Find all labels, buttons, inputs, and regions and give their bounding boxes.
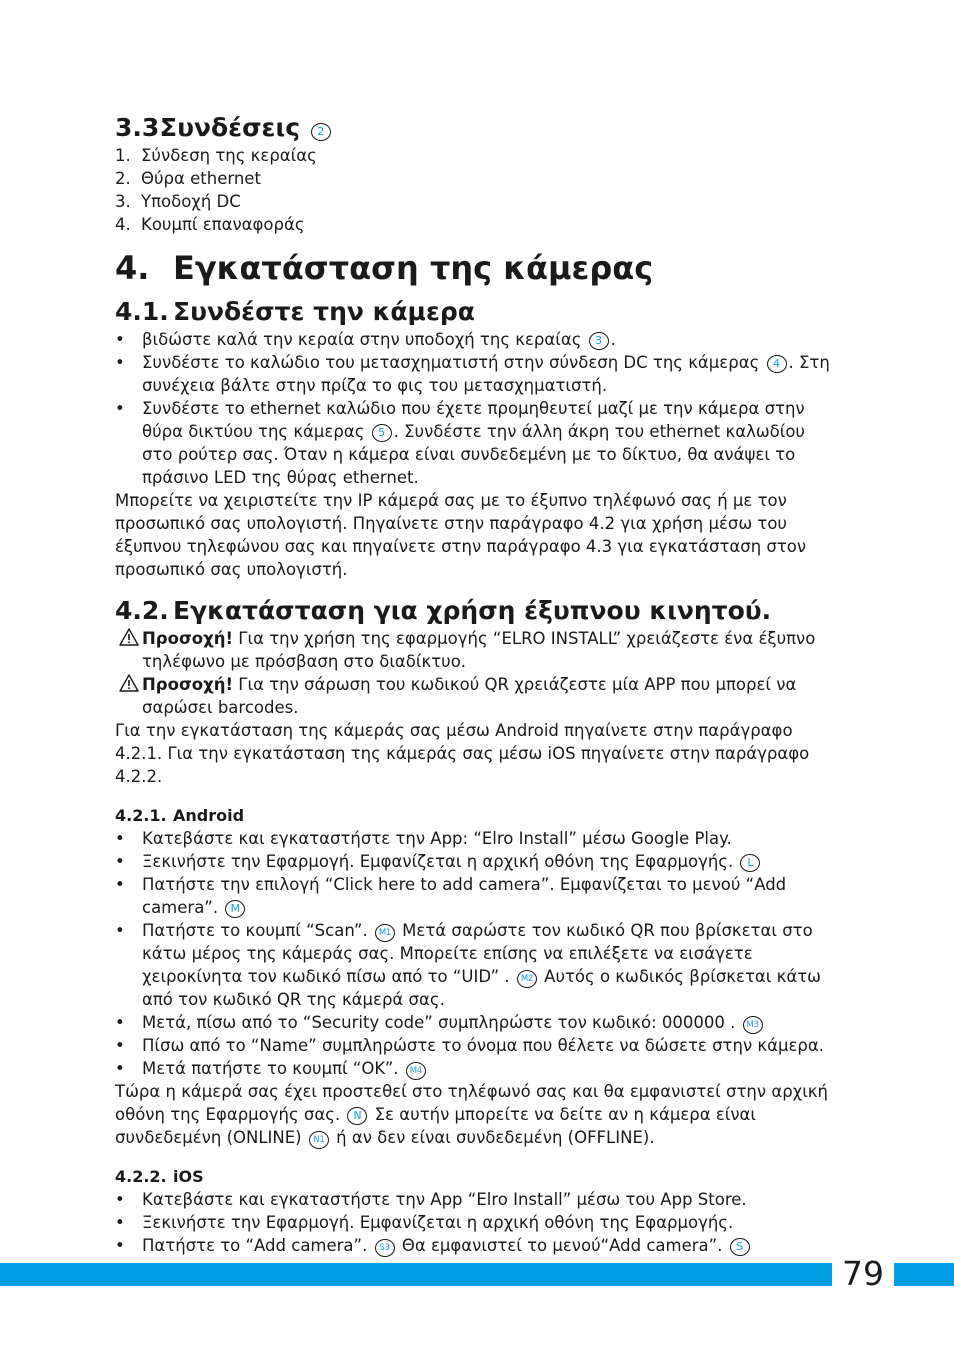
item-text: Σύνδεση της κεραίας [141,146,317,165]
item-text: Πατήστε το κουμπί “Scan”. [142,921,373,940]
item-text: Πατήστε το “Add camera”. [142,1236,373,1255]
callout-badge: M1 [375,924,395,942]
item-text: Θύρα ethernet [141,169,261,188]
callout-badge: S3 [375,1239,395,1257]
subsection-heading-4-2-1 [115,804,835,827]
connections-list [115,144,835,236]
paragraph-text: ή αν δεν είναι συνδεδεμένη (OFFLINE). [330,1128,655,1147]
callout-badge: S [730,1238,750,1256]
callout-badge: 3 [589,332,609,350]
list-item [115,144,835,167]
subsection-heading-4-2-2 [115,1165,835,1188]
item-text: Υποδοχή DC [141,192,241,211]
subsection-number: 4.2.1. [115,806,167,825]
section-title: Συνδέσεις [160,113,301,142]
item-text: βιδώστε καλά την κεραία στην υποδοχή της κεραίας [142,330,587,349]
item-text: Ξεκινήστε την Εφαρμογή. Εμφανίζεται η αρχική οθόνη της Εφαρμογής. [142,852,739,871]
list-item [115,850,835,873]
warning-note [115,627,835,673]
callout-badge: M [225,900,245,918]
subsection-title: Android [173,806,245,825]
list-item [115,919,835,1011]
item-text: Αυτός ο κωδικός βρίσκεται κάτω από τον κωδικό QR της κάμερά σας. [142,967,821,1009]
page-number: 79 [842,1254,884,1293]
footer-bar [0,1263,954,1286]
item-text: Κουμπί επαναφοράς [141,215,305,234]
section-title: Συνδέστε την κάμερα [173,297,475,326]
item-text: Μετά, πίσω από το “Security code” συμπληρώστε τον κωδικό: 000000 . [142,1013,741,1032]
list-item [115,1188,835,1211]
list-item [115,167,835,190]
item-number: 3. [115,192,131,211]
subsection-title: iOS [173,1167,204,1186]
item-text: Πατήστε την επιλογή “Click here to add camera”. Εμφανίζεται το μενού “Add camera”. [142,875,787,917]
item-number: 2. [115,169,131,188]
chapter-number: 4. [115,249,150,287]
callout-badge: 2 [311,123,331,141]
paragraph: Μπορείτε να χειριστείτε την IP κάμερά σας με το έξυπνο τηλέφωνό σας ή με τον προσωπικό σας υπολογιστή. Πηγαίνετε στην παράγραφο 4.2 για χρήση μέσω του έξυπνου τηλεφώνου σας και πηγαίνετε στην παράγραφο 4.3 για εγκατάσταση στον προσωπικό σας υπολογιστή. [115,491,807,579]
warning-text: Για την χρήση της εφαρμογής “ELRO INSTALL” χρειάζεστε ένα έξυπνο τηλέφωνο με πρόσβαση στο διαδίκτυο. [142,629,816,671]
ios-steps-list [115,1188,835,1257]
item-text: Ξεκινήστε την Εφαρμογή. Εμφανίζεται η αρχική οθόνη της Εφαρμογής. [142,1213,734,1232]
chapter-title: Εγκατάσταση της κάμερας [173,249,654,287]
item-text: Συνδέστε το καλώδιο του μετασχηματιστή στην σύνδεση DC της κάμερας [142,353,765,372]
callout-badge: 5 [372,424,392,442]
section-number: 4.1. [115,297,169,326]
callout-badge: L [740,854,760,872]
item-text: . Στη συνέχεια βάλτε στην πρίζα το φις του μετασχηματιστή. [142,353,830,395]
warning-icon [119,628,139,646]
warning-label: Προσοχή! [142,629,234,648]
warning-note [115,673,835,719]
section-heading-4-2 [115,595,835,627]
item-text: Μετά σαρώστε τον κωδικό QR που βρίσκεται στο κάτω μέρος της κάμεράς σας. Μπορείτε επίσης να επιλέξετε να εισάγετε χειροκίνητα τον κωδικό πίσω από το “UID” . [142,921,813,986]
list-item [115,328,835,351]
item-text: Κατεβάστε και εγκαταστήστε την App “Elro Install” μέσω του App Store. [142,1190,747,1209]
list-item [115,351,835,397]
paragraph: Για την εγκατάσταση της κάμεράς σας μέσω Android πηγαίνετε στην παράγραφο 4.2.1. Για την εγκατάσταση της κάμεράς σας μέσω iOS πηγαίνετε στην παράγραφο 4.2.2. [115,721,810,786]
warning-icon [119,674,139,692]
item-text: Πίσω από το “Name” συμπληρώστε το όνομα που θέλετε να δώσετε στην κάμερα. [142,1036,825,1055]
callout-badge: M2 [517,970,537,988]
callout-badge: 4 [767,355,787,373]
item-number: 1. [115,146,131,165]
paragraph-text: Τώρα η κάμερά σας έχει προστεθεί στο τηλέφωνό σας και θα εμφανιστεί στην αρχική οθόνη της Εφαρμογής σας. [115,1082,828,1124]
paragraph [115,1080,835,1149]
list-item [115,827,835,850]
list-item [115,213,835,236]
list-item [115,190,835,213]
android-steps-list [115,827,835,1080]
item-number: 4. [115,215,131,234]
callout-badge: M4 [406,1062,426,1080]
chapter-heading-4 [115,248,835,288]
warning-text: Για την σάρωση του κωδικού QR χρειάζεστε μία APP που μπορεί να σαρώσει barcodes. [142,675,797,717]
item-text: Συνδέστε το ethernet καλώδιο που έχετε προμηθευτεί μαζί με την κάμερα στην θύρα δικτύου της κάμερας [142,399,805,441]
warning-label: Προσοχή! [142,675,234,694]
item-text: Μετά πατήστε το κουμπί “OK”. [142,1059,404,1078]
item-text: . Συνδέστε την άλλη άκρη του ethernet καλωδίου στο ρούτερ σας. Όταν η κάμερα είναι συνδεδεμένη με το δίκτυο, θα ανάψει το πράσινο LED της θύρας ethernet. [142,422,805,487]
list-item [115,397,835,489]
section-heading-4-1 [115,296,835,328]
section-number: 3.3. [115,113,169,142]
item-text: Θα εμφανιστεί το μενού“Add camera”. [396,1236,728,1255]
list-item [115,1034,835,1057]
section-title: Εγκατάσταση για χρήση έξυπνου κινητού. [173,596,772,625]
callout-badge: M3 [743,1016,763,1034]
subsection-number: 4.2.2. [115,1167,167,1186]
section-heading-3-3 [115,112,835,144]
list-item [115,873,835,919]
list-item [115,1057,835,1080]
callout-badge: N1 [309,1131,329,1149]
item-text: . [610,330,616,349]
page-content [115,112,835,1257]
list-item [115,1011,835,1034]
callout-badge: N [347,1107,367,1125]
list-item [115,1211,835,1234]
paragraph-text: Σε αυτήν μπορείτε να δείτε αν η κάμερα είναι συνδεδεμένη (ONLINE) [115,1105,757,1147]
section-number: 4.2. [115,596,169,625]
connect-camera-list [115,328,835,489]
list-item [115,1234,835,1257]
item-text: Κατεβάστε και εγκαταστήστε την App: “Elro Install” μέσω Google Play. [142,829,732,848]
